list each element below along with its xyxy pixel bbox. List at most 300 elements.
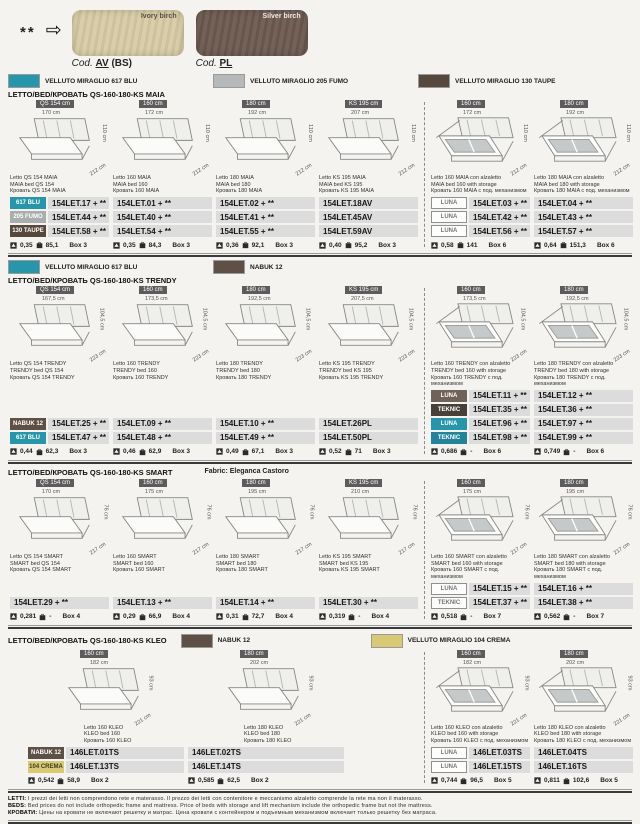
height-dimension: 76 cm [308, 504, 315, 520]
volume-icon [534, 448, 541, 455]
stats-row [188, 777, 344, 785]
bed-figure [319, 296, 418, 364]
stars-note: ** [20, 24, 36, 41]
bed-illustration [222, 666, 306, 722]
catalog-section-trendy [8, 260, 632, 464]
description-line: TRENDY bed QS 154 [10, 367, 64, 374]
product-code-row [431, 390, 530, 402]
product-code-rows [113, 418, 212, 446]
height-dimension: 104,5 cm [201, 307, 208, 331]
product-code: 154LET.48 + ** [113, 432, 212, 444]
size-tag: QS 154 cm [36, 479, 74, 487]
size-tag: 180 cm [242, 100, 270, 108]
product-code-rows [216, 418, 315, 446]
product-code: 154LET.02 + ** [216, 197, 315, 209]
width-dimension: 173,5 cm [145, 296, 168, 303]
height-dimension: 110 cm [410, 124, 417, 142]
volume-value: 0,52 [329, 448, 342, 456]
bed-column [532, 650, 635, 785]
stats-row [216, 613, 315, 621]
size-tag: 180 cm [242, 479, 270, 487]
wood-swatch-name: Silver birch [262, 13, 301, 20]
weight-value: 71 [354, 448, 362, 456]
size-tag: KS 195 cm [345, 286, 382, 294]
height-dimension: 104,5 cm [519, 307, 526, 331]
footer-notes [8, 796, 632, 817]
product-code: 154LET.98 + ** [469, 432, 530, 444]
description-line: Кровать 160 TRENDY [113, 374, 169, 381]
weight-icon [36, 448, 43, 456]
color-label: 617 BLU [10, 432, 46, 444]
product-code-row [431, 197, 530, 209]
weight-value: - [470, 448, 473, 456]
fabric-swatch-color [213, 74, 245, 88]
bed-description [319, 361, 418, 381]
size-tag: QS 154 cm [36, 100, 74, 108]
section-divider [8, 789, 632, 793]
product-code: 154LET.44 + ** [48, 211, 109, 223]
product-code: 154LET.17 + ** [48, 197, 109, 209]
bed-column [429, 100, 532, 249]
box-count: Box 3 [378, 241, 397, 249]
volume-value: 0,281 [20, 613, 37, 621]
description-line: Кровать 180 SMART с под. механизмом [534, 567, 603, 581]
fabric-swatch-row [8, 260, 632, 274]
box-count: Box 4 [62, 613, 81, 621]
product-code-row [534, 432, 633, 444]
storage-bed-illustration [537, 666, 621, 722]
width-dimension: 175 cm [145, 488, 164, 495]
stats-row [319, 613, 418, 621]
fabric-swatch [181, 634, 371, 648]
size-tag: 160 cm [457, 479, 485, 487]
bed-column [8, 286, 111, 456]
product-code: 154LET.54 + ** [113, 225, 212, 237]
product-code: 146LET.04TS [534, 747, 633, 759]
volume-icon [534, 242, 541, 249]
weight-icon [460, 448, 467, 456]
description-line: Letto 160 SMART con alzaletto [431, 553, 507, 560]
weight-icon [242, 241, 249, 249]
description-line: MAIA bed QS 154 [10, 181, 55, 188]
product-code-row [431, 225, 530, 237]
fabric-swatch-label: VELLUTO MIRAGLIO 617 BLU [45, 263, 138, 271]
height-dimension: 76 cm [411, 504, 418, 520]
volume-value: 0,46 [123, 448, 136, 456]
product-code-row [10, 432, 109, 444]
weight-icon [39, 613, 46, 621]
product-code-row [431, 211, 530, 223]
bed-illustration [116, 116, 200, 172]
stats-row [534, 777, 633, 785]
height-dimension: 104,5 cm [407, 307, 414, 331]
width-dimension: 192 cm [566, 110, 585, 116]
volume-value: 0,64 [544, 241, 557, 249]
stats-row [431, 777, 530, 785]
product-code: 154LET.96 + ** [469, 418, 530, 430]
stats-row [28, 777, 184, 785]
bed-description [534, 725, 633, 745]
footer-note [8, 803, 632, 810]
bed-column [532, 479, 635, 621]
color-label: TEKNIC [431, 404, 467, 416]
description-line: Кровать KS 195 MAIA [319, 188, 375, 195]
box-count: Box 6 [488, 241, 507, 249]
product-code: 154LET.58 + ** [48, 225, 109, 237]
weight-icon [139, 448, 146, 456]
product-code: 154LET.35 + ** [469, 404, 530, 416]
weight-value: - [358, 613, 361, 621]
description-line: KLEO bed 180 with storage [534, 731, 602, 738]
depth-dimension: 221 cm [293, 712, 313, 728]
product-code: 154LET.13 + ** [113, 597, 212, 609]
product-code-row [534, 197, 633, 209]
weight-value: 62,3 [45, 448, 59, 456]
bed-illustration [219, 495, 303, 551]
section-divider [8, 625, 632, 629]
product-code-row [431, 418, 530, 430]
color-label: NABUK 12 [28, 747, 64, 759]
product-code-row [319, 432, 418, 444]
volume-icon [319, 242, 326, 249]
color-label: LUNA [431, 390, 467, 402]
volume-value: 0,542 [38, 777, 55, 785]
wood-swatch-caption [196, 58, 308, 69]
bed-illustration [116, 302, 200, 358]
product-code-row [113, 225, 212, 237]
storage-bed-illustration [537, 495, 621, 551]
product-code-rows [28, 747, 184, 775]
description-line: Letto 160 KLEO [84, 724, 124, 731]
box-count: Box 3 [372, 448, 391, 456]
volume-value: 0,562 [544, 613, 561, 621]
product-code-rows [534, 390, 633, 446]
bed-description [534, 175, 633, 195]
product-code-rows [319, 197, 418, 239]
depth-dimension: 217 cm [397, 541, 417, 557]
product-code-rows [431, 583, 530, 611]
footer-note-lead: КРОВАТИ: [8, 810, 40, 817]
description-line: KLEO bed 160 [84, 731, 121, 738]
product-code-row [534, 211, 633, 223]
product-code-rows [534, 583, 633, 611]
description-line: Letto QS 154 TRENDY [10, 361, 67, 368]
product-code-row [319, 597, 418, 609]
fabric-swatch-label: NABUK 12 [217, 637, 251, 645]
bed-description [216, 361, 315, 381]
product-code: 146LET.01TS [66, 747, 184, 759]
weight-value: 84,3 [148, 241, 162, 249]
height-dimension: 110 cm [101, 124, 108, 142]
description-line: Кровать 180 TRENDY с под. механизмом [534, 374, 606, 388]
bed-column [429, 479, 532, 621]
weight-icon [139, 241, 146, 249]
fabric-swatch-row [8, 74, 632, 88]
product-code-row [319, 197, 418, 209]
height-dimension: 76 cm [102, 504, 109, 520]
product-code-rows [431, 197, 530, 239]
height-dimension: 93 cm [147, 675, 154, 691]
volume-icon [534, 613, 541, 620]
width-dimension: 207,5 cm [351, 296, 374, 303]
left-columns-group [8, 100, 420, 249]
weight-value: - [470, 613, 473, 621]
spacer [8, 650, 26, 785]
size-tag: 160 cm [80, 650, 108, 658]
product-code-row [216, 225, 315, 237]
stats-row [113, 241, 212, 249]
description-line: Кровать 180 SMART [216, 567, 268, 574]
description-line: TRENDY bed 160 with storage [431, 367, 507, 374]
box-count: Box 3 [69, 448, 88, 456]
description-line: Кровать 160 SMART с под. механизмом [431, 567, 500, 581]
weight-icon [460, 613, 467, 621]
fabric-swatch-label: NABUK 12 [250, 263, 283, 271]
bed-column [111, 479, 214, 621]
description-line: MAIA bed 160 [113, 181, 148, 188]
product-code-row [188, 747, 344, 759]
wood-code [220, 58, 233, 69]
product-code: 154LET.11 + ** [469, 390, 530, 402]
color-label: LUNA [431, 197, 467, 209]
color-label: LUNA [431, 747, 467, 759]
product-code: 154LET.43 + ** [534, 211, 633, 223]
fabric-swatch-color [8, 260, 40, 274]
product-code: 154LET.42 + ** [469, 211, 530, 223]
box-count: Box 2 [250, 777, 269, 785]
color-label: LUNA [431, 211, 467, 223]
product-code: 154LET.59AV [319, 225, 418, 237]
color-label: LUNA [431, 583, 467, 595]
wood-legend [0, 0, 640, 71]
product-code-row [534, 404, 633, 416]
product-code: 154LET.36 + ** [534, 404, 633, 416]
bed-column [8, 100, 111, 249]
product-code: 154LET.15 + ** [469, 583, 530, 595]
product-code: 154LET.47 + ** [48, 432, 109, 444]
product-code: 146LET.02TS [188, 747, 344, 759]
weight-value: 141 [466, 241, 478, 249]
footer-note [8, 810, 632, 817]
volume-icon [431, 613, 438, 620]
color-label: 205 FUMO [10, 211, 46, 223]
box-count: Box 7 [586, 613, 605, 621]
wood-swatch [72, 10, 184, 69]
footer-note-text: Цены на кровати не включают решетку и матрас. Цена кровати с контейнером и подъемным механизмом включает только решетку без матраса. [39, 810, 437, 817]
color-label: LUNA [431, 418, 467, 430]
product-code: 154LET.18AV [319, 197, 418, 209]
bed-column [186, 650, 346, 785]
description-line: Letto KS 195 SMART [319, 553, 372, 560]
volume-icon [10, 448, 17, 455]
fabric-swatch [371, 634, 561, 648]
product-code-row [10, 211, 109, 223]
caption-suffix: (BS) [108, 58, 133, 69]
volume-icon [431, 242, 438, 249]
section-title: LETTO/BED/КРОВАТЬ QS-160-180-KS MAIA [8, 90, 165, 99]
bed-description [431, 175, 530, 195]
bed-column [317, 479, 420, 621]
description-line: Кровать 180 MAIA с под. механизмом [534, 188, 630, 195]
bed-illustration [13, 495, 97, 551]
description-line: Кровать 160 MAIA [113, 188, 160, 195]
product-code: 154LET.55 + ** [216, 225, 315, 237]
size-tag: 160 cm [139, 100, 167, 108]
description-line: SMART bed QS 154 [10, 560, 60, 567]
right-columns-group [429, 286, 635, 456]
bed-illustration [219, 302, 303, 358]
weight-value: 72,7 [251, 613, 265, 621]
description-line: Letto 160 TRENDY con alzaletto [431, 361, 511, 368]
volume-icon [534, 777, 541, 784]
depth-dimension: 223 cm [509, 348, 529, 364]
description-line: Кровать 160 TRENDY с под. механизмом [431, 374, 503, 388]
footer-note-text: I prezzi dei letti non comprendono rete e materasso. Il prezzo dei letti con contenitore e meccanismo alzaletto comprende la rete ma non il materasso. [28, 795, 423, 802]
product-code-row [10, 418, 109, 430]
product-code-rows [216, 197, 315, 239]
product-code: 146LET.14TS [188, 761, 344, 773]
product-code: 154LET.10 + ** [216, 418, 315, 430]
depth-dimension: 217 cm [294, 541, 314, 557]
description-line: Letto QS 154 SMART [10, 553, 64, 560]
weight-icon [563, 613, 570, 621]
volume-icon [319, 613, 326, 620]
width-dimension: 182 cm [90, 659, 109, 666]
description-line: TRENDY bed 160 [113, 367, 157, 374]
description-line: Letto KS 195 TRENDY [319, 361, 375, 368]
weight-value: - [49, 613, 52, 621]
weight-icon [57, 777, 64, 785]
volume-icon [431, 777, 438, 784]
box-count: Box 2 [90, 777, 109, 785]
color-label: TEKNIC [431, 432, 467, 444]
box-count: Box 3 [275, 241, 294, 249]
width-dimension: 182 cm [463, 659, 482, 666]
size-tag: 160 cm [457, 650, 485, 658]
product-code: 154LET.16 + ** [534, 583, 633, 595]
description-line: Кровать 180 TRENDY [216, 374, 272, 381]
stats-row [431, 613, 530, 621]
fabric-swatch-color [418, 74, 450, 88]
depth-dimension: 221 cm [509, 712, 529, 728]
bed-column [111, 286, 214, 456]
bed-figure [10, 296, 109, 364]
size-tag: KS 195 cm [345, 479, 382, 487]
product-code-rows [10, 197, 109, 239]
weight-value: 62,9 [148, 448, 162, 456]
product-code-row [319, 211, 418, 223]
product-code-rows [534, 197, 633, 239]
bed-column [429, 286, 532, 456]
product-code-row [534, 583, 633, 595]
bed-description [431, 725, 530, 745]
product-code-rows [431, 390, 530, 446]
bottom-rule [8, 820, 632, 824]
description-line: Кровать QS 154 MAIA [10, 188, 66, 195]
description-line: Letto 180 TRENDY con alzaletto [534, 361, 614, 368]
product-code: 154LET.45AV [319, 211, 418, 223]
volume-icon [10, 613, 17, 620]
section-header [8, 631, 632, 649]
bed-description [319, 175, 418, 195]
columns-area [8, 650, 632, 785]
product-code-row [10, 225, 109, 237]
description-line: MAIA bed 160 with storage [431, 181, 497, 188]
size-tag: 180 cm [560, 286, 588, 294]
size-tag: KS 195 cm [345, 100, 382, 108]
product-code: 154LET.56 + ** [469, 225, 530, 237]
height-dimension: 93 cm [523, 675, 530, 691]
section-divider [8, 253, 632, 257]
storage-bed-illustration [434, 495, 518, 551]
bed-illustration [13, 302, 97, 358]
size-tag: 180 cm [240, 650, 268, 658]
bed-figure [216, 296, 315, 364]
size-tag: 180 cm [560, 650, 588, 658]
description-line: TRENDY bed 180 [216, 367, 260, 374]
product-code-row [216, 432, 315, 444]
product-code-row [113, 197, 212, 209]
product-code-row [431, 583, 530, 595]
fabric-swatch [8, 260, 213, 274]
product-code-rows [188, 747, 344, 775]
color-label: NABUK 12 [10, 418, 46, 430]
stats-row [534, 448, 633, 456]
color-label: 130 TAUPE [10, 225, 46, 237]
box-count: Box 3 [69, 241, 88, 249]
storage-bed-illustration [537, 302, 621, 358]
weight-icon [563, 777, 570, 785]
product-code-row [431, 747, 530, 759]
weight-value: - [573, 448, 576, 456]
color-label: 617 BLU [10, 197, 46, 209]
volume-value: 0,36 [226, 241, 239, 249]
weight-icon [139, 613, 146, 621]
bed-column [317, 100, 420, 249]
right-columns-group [429, 479, 635, 621]
fabric-swatch-label: VELLUTO MIRAGLIO 617 BLU [45, 77, 138, 85]
product-code: 154LET.01 + ** [113, 197, 212, 209]
product-code-row [534, 597, 633, 609]
product-code-row [534, 418, 633, 430]
wood-swatch-color [72, 10, 184, 56]
product-code-row [216, 211, 315, 223]
depth-dimension: 212 cm [612, 162, 632, 178]
product-code: 154LET.40 + ** [113, 211, 212, 223]
weight-value: - [573, 613, 576, 621]
product-code-row [534, 390, 633, 402]
weight-value: 66,9 [148, 613, 162, 621]
stats-row [216, 448, 315, 456]
weight-value: 151,3 [569, 241, 586, 249]
bed-description [10, 175, 109, 195]
product-code-row [431, 597, 530, 609]
stats-row [10, 448, 109, 456]
height-dimension: 93 cm [626, 675, 633, 691]
product-code: 146LET.15TS [469, 761, 530, 773]
dashed-divider [424, 102, 425, 247]
volume-icon [10, 242, 17, 249]
weight-icon [457, 241, 464, 249]
volume-icon [216, 242, 223, 249]
description-line: Кровать KS 195 SMART [319, 567, 380, 574]
fabric-swatch [213, 74, 418, 88]
description-line: Letto 160 MAIA con alzaletto [431, 175, 502, 181]
weight-icon [560, 241, 567, 249]
description-line: Letto 180 MAIA [216, 175, 254, 181]
volume-value: 0,31 [226, 613, 239, 621]
product-code: 154LET.04 + ** [534, 197, 633, 209]
